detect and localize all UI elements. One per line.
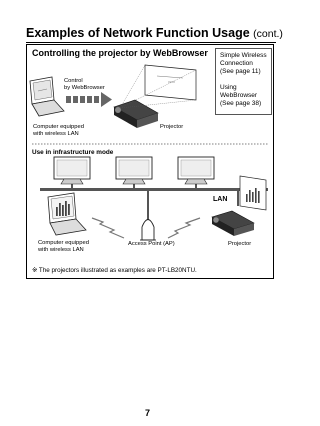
wireless-wave-left-icon — [92, 218, 124, 238]
control-arrow — [66, 92, 112, 107]
projector-bottom-icon — [212, 211, 254, 236]
desktop-monitor-3-icon — [178, 157, 214, 184]
projector-label-top: Projector — [160, 124, 184, 130]
footnote: ※ The projectors illustrated as examples are PT-LB20NTU. — [32, 267, 197, 274]
desktop-monitor-1-icon — [54, 157, 90, 184]
lan-backbone — [40, 188, 268, 191]
control-label: Control by WebBrowser — [64, 78, 105, 91]
page-number: 7 — [145, 408, 151, 418]
laptop-top-icon — [30, 77, 64, 116]
desktop-monitor-2-icon — [116, 157, 152, 184]
page-title-suffix: (cont.) — [253, 28, 283, 40]
sidebar-using-webbrowser: Using WebBrowser (See page 38) — [220, 84, 262, 107]
laptop-bottom-icon — [48, 193, 86, 235]
projector-top-icon — [114, 100, 158, 128]
access-point-label: Access Point (AP) — [128, 241, 175, 247]
computer-label-bottom: Computer equipped with wireless LAN — [38, 240, 89, 253]
projection-screen-bottom — [240, 176, 266, 210]
wireless-wave-right-icon — [168, 218, 200, 238]
computer-label-top: Computer equipped with wireless LAN — [33, 124, 84, 137]
access-point-icon — [140, 220, 156, 241]
section-heading: Controlling the projector by WebBrowser — [32, 48, 208, 58]
lan-label: LAN — [213, 196, 228, 203]
page-title-text: Examples of Network Function Usage — [26, 26, 250, 40]
sidebar-simple-wireless: Simple Wireless Connection (See page 11) — [220, 52, 267, 75]
projector-label-bottom: Projector — [228, 241, 252, 247]
infrastructure-heading: Use in infrastructure mode — [32, 149, 114, 156]
